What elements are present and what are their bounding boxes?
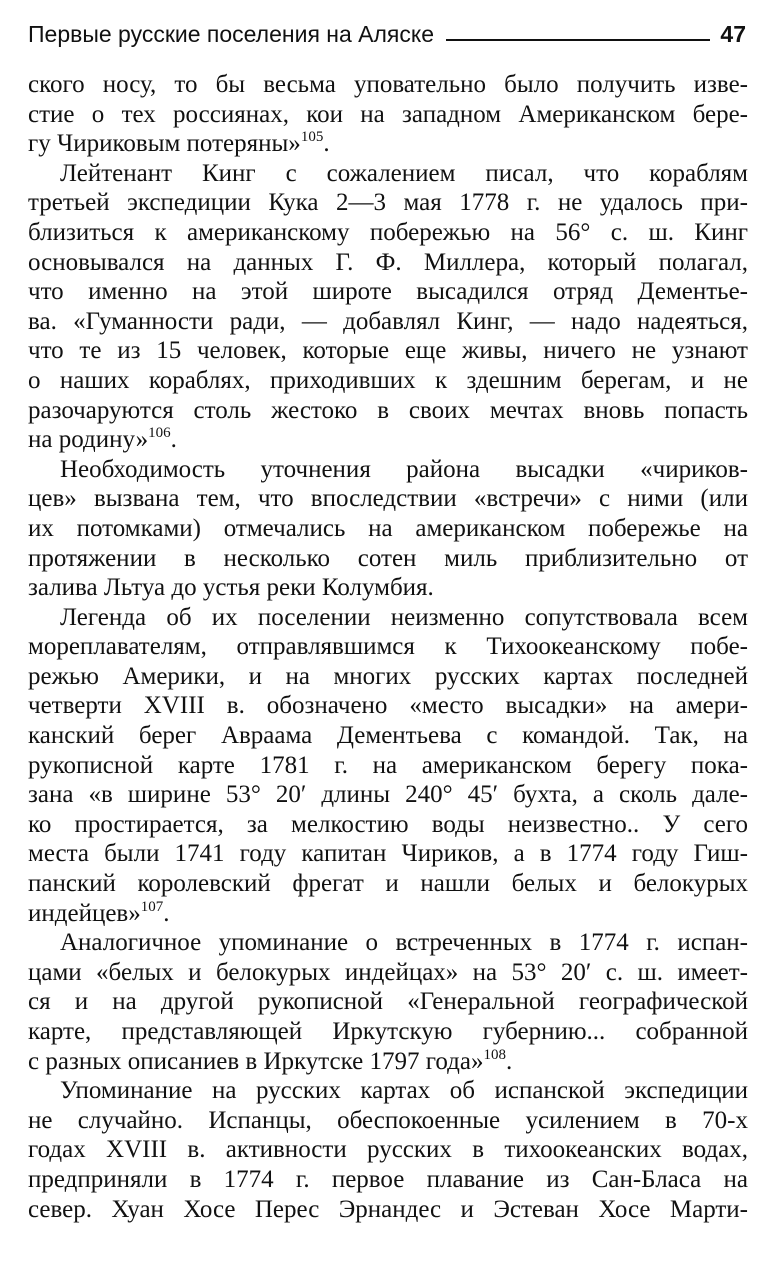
line-tail: . (505, 1047, 513, 1075)
line-text: разочаруются столь жестоко в своих мечтах вновь попасть (28, 396, 748, 424)
line-text: индейцев» (28, 899, 141, 927)
text-line (28, 721, 748, 751)
text-line (28, 662, 748, 692)
text-line (28, 455, 748, 485)
line-text: не случайно. Испанцы, обеспокоенные усилением в 70-х (28, 1106, 748, 1134)
text-line (28, 691, 748, 721)
text-line (28, 70, 748, 100)
text-line (28, 632, 748, 662)
line-text: ва. «Гуманности ради, — добавлял Кинг, — надо надеяться, (28, 307, 748, 335)
header-rule (446, 39, 710, 41)
line-text: о наших кораблях, приходивших к здешним берегам, и не (28, 366, 748, 394)
text-line (28, 810, 748, 840)
line-text: что те из 15 человек, которые еще живы, ничего не узнают (28, 337, 748, 365)
paragraph (28, 455, 748, 603)
line-text: Легенда об их поселении неизменно сопутствовала всем (60, 603, 748, 631)
text-line (28, 248, 748, 278)
line-text: их потомками) отмечались на американском побережье на (28, 514, 748, 542)
line-text: третьей экспедиции Кука 2—3 мая 1778 г. не удалось при- (28, 189, 748, 217)
paragraph (28, 1076, 748, 1224)
running-header (28, 14, 746, 48)
line-text: рукописной карте 1781 г. на американском берегу пока- (28, 751, 748, 779)
line-text: годах XVIII в. активности русских в тихоокеанских водах, (28, 1136, 748, 1164)
text-line (28, 1165, 748, 1195)
line-text: на родину» (28, 426, 149, 454)
paragraph (28, 70, 748, 159)
text-line (28, 987, 748, 1017)
line-tail: . (323, 130, 330, 158)
text-line (28, 1017, 748, 1047)
line-text: залива Льтуа до устья реки Колумбия. (28, 574, 434, 602)
text-line (28, 514, 748, 544)
line-text: Лейтенант Кинг с сожалением писал, что кораблям (60, 159, 748, 187)
line-text: Необходимость уточнения района высадки «чириков- (60, 455, 748, 483)
line-text: зана «в ширине 53° 20′ длины 240° 45′ бухта, а сколь дале- (28, 781, 748, 809)
page-body (28, 70, 748, 1224)
text-line (28, 307, 748, 337)
text-line (28, 603, 748, 633)
text-line (28, 277, 748, 307)
line-text: ся и на другой рукописной «Генеральной географической (28, 988, 748, 1016)
footnote-ref[interactable]: 105 (300, 129, 324, 146)
page-number: 47 (720, 21, 746, 47)
text-line (28, 780, 748, 810)
line-text: ко простирается, за мелкостию воды неизвестно.. У сего (28, 810, 748, 838)
line-tail: . (163, 899, 170, 927)
footnote-ref[interactable]: 107 (140, 898, 164, 915)
line-text: Упоминание на русских картах об испанской экспедиции (60, 1077, 748, 1105)
paragraph (28, 928, 748, 1076)
line-text: цев» вызвана тем, что впоследствии «встречи» с ними (или (28, 485, 748, 513)
line-text: панский королевский фрегат и нашли белых и белокурых (28, 870, 748, 898)
text-line (28, 188, 748, 218)
line-text: места были 1741 году капитан Чириков, а в 1774 году Гиш- (28, 840, 748, 868)
line-text: стие о тех россиянах, кои на западном Американском бере- (28, 100, 748, 128)
text-line (28, 1135, 748, 1165)
text-line (28, 1195, 748, 1225)
text-line (28, 869, 748, 899)
footnote-ref[interactable]: 106 (148, 425, 171, 442)
text-line (28, 425, 748, 455)
text-line (28, 218, 748, 248)
line-text: цами «белых и белокурых индейцах» на 53° 20′ с. ш. имеет- (28, 958, 748, 986)
running-title: Первые русские поселения на Аляске (28, 21, 435, 47)
line-text: мореплавателям, отправлявшимся к Тихоокеанскому побе- (28, 633, 748, 661)
line-text: предприняли в 1774 г. первое плавание из Сан-Бласа на (28, 1165, 748, 1193)
paragraph (28, 603, 748, 929)
text-line (28, 958, 748, 988)
line-text: режью Америки, и на многих русских картах последней (28, 662, 748, 690)
footnote-ref[interactable]: 108 (483, 1046, 506, 1063)
line-text: канский берег Авраама Дементьева с командой. Так, на (28, 722, 748, 750)
line-text: четверти XVIII в. обозначено «место высадки» на амери- (28, 692, 748, 720)
text-line (28, 336, 748, 366)
text-line (28, 129, 748, 159)
line-text: север. Хуан Хосе Перес Эрнандес и Эстеван Хосе Марти- (28, 1195, 748, 1223)
line-text: протяжении в несколько сотен миль приблизительно от (28, 544, 748, 572)
paragraph (28, 159, 748, 455)
line-text: карте, представляющей Иркутскую губернию... собранной (28, 1018, 748, 1045)
text-line (28, 751, 748, 781)
text-line (28, 484, 748, 514)
text-line (28, 396, 748, 426)
text-line (28, 1047, 748, 1077)
line-text: что именно на этой широте высадился отряд Дементье- (28, 278, 748, 306)
text-line (28, 100, 748, 130)
line-text: с разных описаниев в Иркутске 1797 года» (28, 1047, 484, 1075)
line-text: близиться к американскому побережью на 56° с. ш. Кинг (28, 218, 748, 246)
text-line (28, 159, 748, 189)
text-line (28, 839, 748, 869)
text-line (28, 928, 748, 958)
line-text: ского носу, то бы весьма уповательно было получить изве- (28, 71, 748, 98)
line-text: Аналогичное упоминание о встреченных в 1774 г. испан- (60, 929, 748, 957)
text-line (28, 544, 748, 574)
text-line (28, 366, 748, 396)
line-tail: . (170, 426, 177, 454)
text-line (28, 1106, 748, 1136)
text-line (28, 1076, 748, 1106)
text-line (28, 573, 748, 603)
text-line (28, 899, 748, 929)
line-text: основывался на данных Г. Ф. Миллера, который полагал, (28, 248, 748, 276)
line-text: гу Чириковым потеряны» (28, 130, 301, 158)
